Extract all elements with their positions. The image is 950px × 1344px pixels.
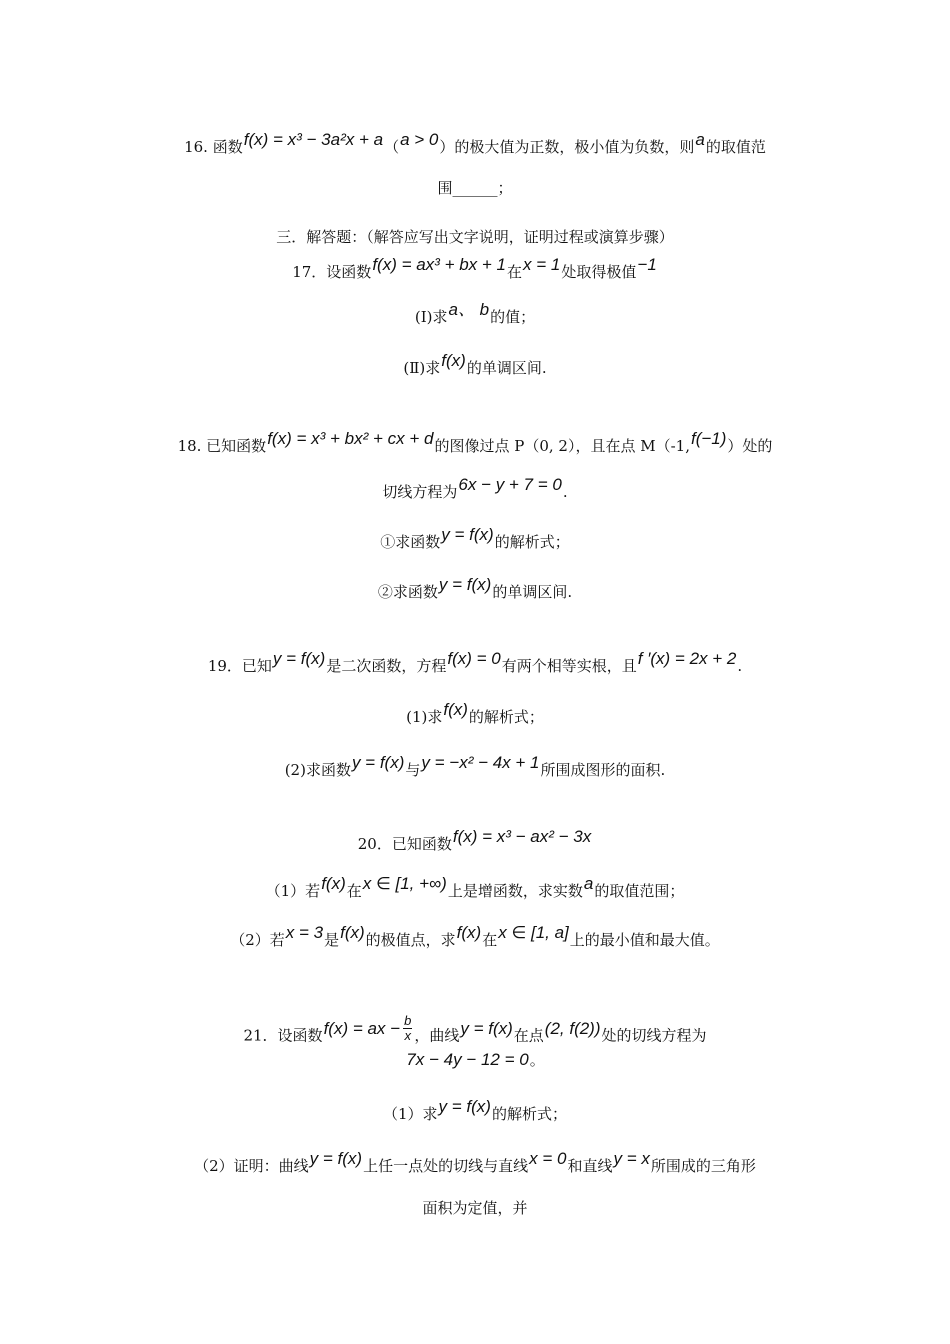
q17-part2-text-b: 的单调区间. (466, 359, 547, 377)
q20-part2-text-e: 上的最小值和最大值。 (569, 931, 720, 949)
q20-part2-math4: x ∈ [1, a] (498, 923, 569, 942)
q20-part2-math2: f(x) (340, 923, 365, 942)
q21-line2-text-b: 。 (529, 1051, 545, 1069)
q21-part2-math1: y = f(x) (309, 1149, 363, 1168)
q18-text-b: 的图像过点 P（0, 2），且在点 M（-1, (434, 437, 690, 455)
q21-part1-math: y = f(x) (438, 1097, 491, 1116)
q19-part1 (0, 700, 950, 727)
q20-part1-text-a: （1）若 (265, 882, 321, 900)
q21-part2-text-d: 所围成的三角形 (650, 1157, 756, 1175)
q18-math-function: f(x) = x³ + bx² + cx + d (267, 429, 434, 448)
q21-math-yfx: y = f(x) (460, 1018, 513, 1038)
q19-math-derivative: f ′(x) = 2x + 2 (637, 649, 737, 668)
q18-text-c: ）处的 (727, 437, 773, 455)
q17-part2-text-a: (Ⅱ)求 (403, 359, 441, 377)
q17-text-b: 在 (507, 263, 523, 281)
q16-text-b: （ (384, 138, 400, 156)
q20-part2-text-b: 是 (324, 931, 340, 949)
q18-part2-text-a: ②求函数 (377, 583, 438, 601)
q20-text-a: 20．已知函数 (357, 835, 452, 853)
q18-part1-text-a: ①求函数 (380, 533, 441, 551)
q21-part2-line2 (0, 1198, 950, 1218)
q16-text-a: 16. 函数 (184, 138, 243, 156)
q20-part1-text-d: 的取值范围； (594, 882, 685, 900)
q18-math-tangent: 6x − y + 7 = 0 (458, 475, 562, 494)
q21-part2-line2-text: 面积为定值，并 (422, 1199, 528, 1217)
q16-line2 (0, 178, 950, 198)
q17-line1 (0, 255, 950, 282)
q21-line1 (0, 1013, 950, 1051)
q19-text-d: . (737, 657, 743, 675)
q16-blank-text: 围______； (437, 179, 513, 197)
q21-part2 (0, 1149, 950, 1176)
q18-math-fminus1: f(−1) (690, 429, 727, 448)
q18-part2 (0, 575, 950, 602)
q21-part1 (0, 1097, 950, 1124)
q20-part1-math1: f(x) (321, 874, 346, 893)
section-heading-text: 三．解答题：（解答应写出文字说明，证明过程或演算步骤） (276, 228, 674, 246)
q21-fraction-denominator: x (404, 1028, 411, 1043)
q20-part2 (0, 923, 950, 950)
q19-math-yfx: y = f(x) (272, 649, 326, 668)
q21-part2-math3: y = x (613, 1149, 650, 1168)
q18-line2-text-a: 切线方程为 (382, 483, 458, 501)
q17-part1-math: a、 b (448, 300, 490, 319)
q17-text-c: 处取得极值 (561, 263, 637, 281)
q17-math-minus1: −1 (637, 255, 657, 274)
q21-math-tangent: 7x − 4y − 12 = 0 (406, 1050, 529, 1069)
q19-part1-text-b: 的解析式； (468, 708, 544, 726)
q21-text-c: 在点 (513, 1026, 544, 1045)
q21-part2-math2: x = 0 (529, 1149, 567, 1168)
q17-math-x1: x = 1 (523, 255, 561, 274)
q19-part1-math: f(x) (443, 700, 468, 719)
q20-part2-math1: x = 3 (285, 923, 324, 942)
q17-part1-text-a: (Ⅰ)求 (414, 308, 448, 326)
q18-line2 (0, 475, 950, 502)
q21-text-d: 处的切线方程为 (601, 1026, 707, 1045)
q21-part1-text-a: （1）求 (383, 1105, 438, 1123)
q18-part2-math: y = f(x) (438, 575, 492, 594)
q18-text-a: 18. 已知函数 (177, 437, 267, 455)
q20-part1-math3: a (583, 874, 594, 893)
q20-math-function: f(x) = x³ − ax² − 3x (452, 827, 592, 846)
q16-text-d: 的取值范 (705, 138, 766, 156)
q18-line2-text-b: . (562, 483, 568, 501)
q21-text-a: 21．设函数 (243, 1026, 323, 1045)
q19-text-b: 是二次函数，方程 (326, 657, 447, 675)
q18-part2-text-b: 的单调区间. (492, 583, 573, 601)
q21-line2 (0, 1050, 950, 1070)
q21-part2-text-b: 上任一点处的切线与直线 (363, 1157, 529, 1175)
q16-line1 (0, 130, 950, 157)
q19-text-a: 19．已知 (207, 657, 272, 675)
q20-part1-text-c: 上是增函数，求实数 (447, 882, 583, 900)
q16-math-condition: a > 0 (400, 130, 439, 149)
q17-text-a: 17．设函数 (292, 263, 372, 281)
q17-part1-text-b: 的值； (490, 308, 536, 326)
q17-part2-math: f(x) (441, 351, 466, 370)
q19-math-fx0: f(x) = 0 (447, 649, 501, 668)
q16-math-a: a (695, 130, 705, 149)
q19-part1-text-a: (1)求 (406, 708, 443, 726)
q19-part2-text-c: 所围成图形的面积. (540, 761, 666, 779)
q21-math-fraction (403, 1014, 412, 1043)
q21-part2-text-c: 和直线 (567, 1157, 613, 1175)
q16-math-function: f(x) = x³ − 3a²x + a (243, 130, 384, 149)
q20-part1-text-b: 在 (346, 882, 362, 900)
section-heading (0, 227, 950, 247)
q21-part2-text-a: （2）证明：曲线 (194, 1157, 309, 1175)
q20-part1-math2: x ∈ [1, +∞) (362, 874, 447, 893)
q18-part1 (0, 525, 950, 552)
q17-part1 (0, 300, 950, 327)
q19-line1 (0, 649, 950, 676)
q17-math-function: f(x) = ax³ + bx + 1 (372, 255, 507, 274)
q19-text-c: 有两个相等实根，且 (501, 657, 637, 675)
q18-line1 (0, 429, 950, 456)
q21-text-b: ，曲线 (414, 1026, 460, 1045)
q20-line1 (0, 827, 950, 854)
q20-part2-math3: f(x) (456, 923, 482, 942)
q20-part2-text-d: 在 (482, 931, 498, 949)
q21-math-point: (2, f(2)) (544, 1018, 601, 1038)
q19-part2 (0, 753, 950, 780)
q20-part1 (0, 874, 950, 901)
q18-part1-math: y = f(x) (441, 525, 494, 544)
q18-part1-text-b: 的解析式； (494, 533, 570, 551)
q16-text-c: ）的极大值为正数，极小值为负数，则 (439, 138, 695, 156)
q21-math-function: f(x) = ax − (323, 1018, 401, 1038)
q19-part2-math1: y = f(x) (351, 753, 405, 772)
q20-part2-text-c: 的极值点，求 (365, 931, 456, 949)
q17-part2 (0, 351, 950, 378)
q21-part1-text-b: 的解析式； (491, 1105, 567, 1123)
q21-fraction-numerator: b (404, 1013, 412, 1028)
q20-part2-text-a: （2）若 (230, 931, 285, 949)
q19-part2-text-b: 与 (405, 761, 421, 779)
q19-part2-text-a: (2)求函数 (284, 761, 351, 779)
q19-part2-math2: y = −x² − 4x + 1 (421, 753, 540, 772)
